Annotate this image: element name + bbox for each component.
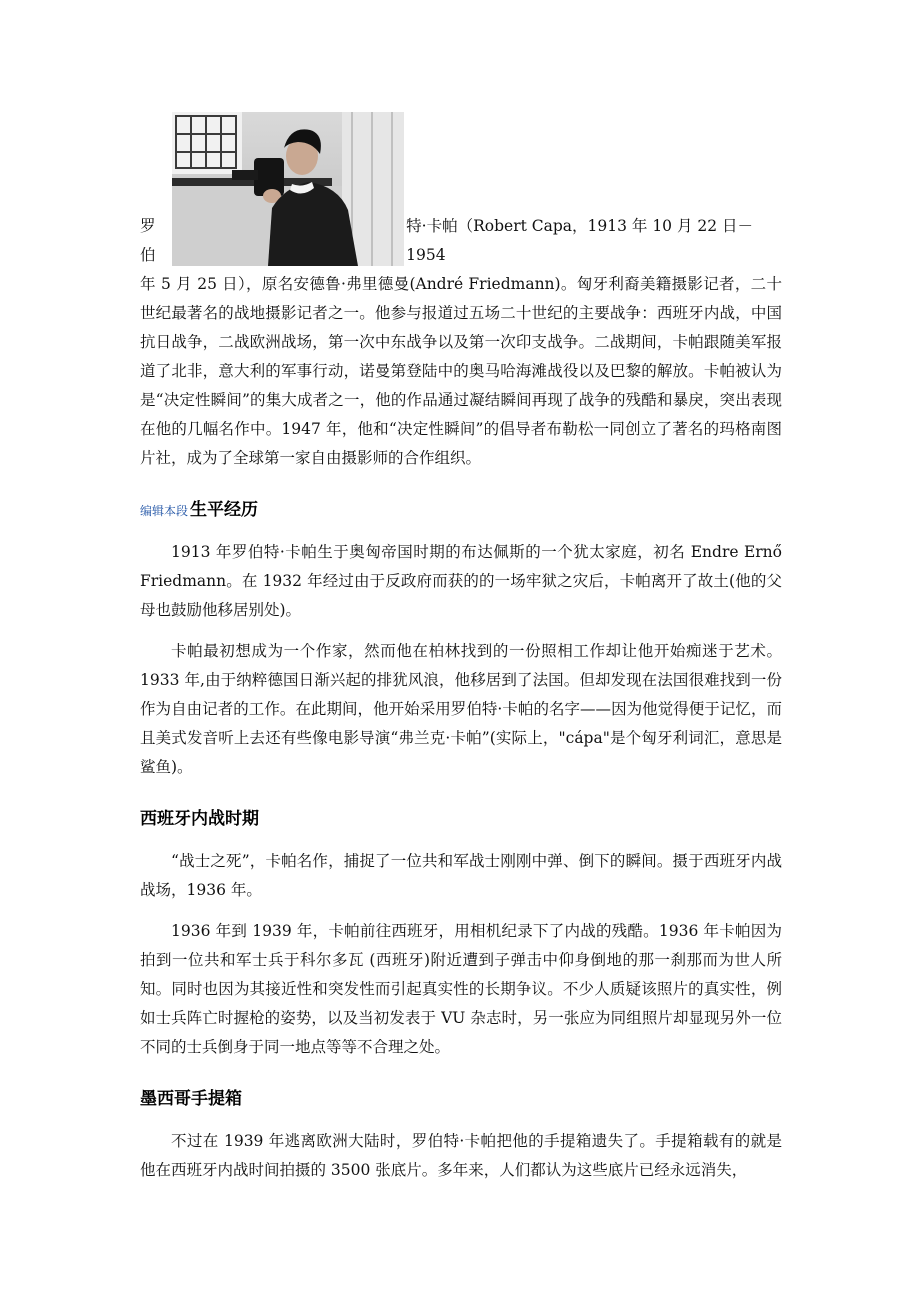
- robert-capa-photo: [172, 112, 404, 266]
- spain-paragraph-1: “战士之死”，卡帕名作，捕捉了一位共和军战士刚刚中弹、倒下的瞬间。摄于西班牙内战战场，1936 年。: [140, 852, 782, 899]
- edit-section-link[interactable]: 编辑本段: [140, 504, 189, 518]
- section-title-mexican-suitcase: 墨西哥手提箱: [140, 1089, 242, 1109]
- section-heading-spanish-civil-war: [140, 804, 782, 829]
- intro-paragraph: 年 5 月 25 日），原名安德鲁·弗里德曼(André Friedmann)。匈牙利裔美籍摄影记者，二十世纪最著名的战地摄影记者之一。他参与报道过五场二十世纪的主要战争：西班牙内战，中国抗日战争，二战欧洲战场，第一次中东战争以及第一次印支战争。二战期间，卡帕跟随美军报道了北非，意大利的军事行动，诺曼第登陆中的奥马哈海滩战役以及巴黎的解放。卡帕被认为是“决定性瞬间”的集大成者之一，他的作品通过凝结瞬间再现了战争的残酷和暴戾，突出表现在他的几幅名作中。1947 年，他和“决定性瞬间”的倡导者布勒松一同创立了著名的玛格南图片社，成为了全球第一家自由摄影师的合作组织。: [140, 275, 782, 467]
- intro-prefix: 罗伯: [140, 217, 156, 264]
- section-title-spanish-civil-war: 西班牙内战时期: [140, 809, 259, 829]
- section-title-life: 生平经历: [190, 500, 259, 520]
- spain-paragraph-2: 1936 年到 1939 年，卡帕前往西班牙，用相机纪录下了内战的残酷。1936 年卡帕因为拍到一位共和军士兵于科尔多瓦 (西班牙)附近遭到子弹击中仰身倒地的那一刹那而为世人所知。同时也因为其接近性和突发性而引起真实性的长期争议。不少人质疑该照片的真实性，例如士兵阵亡时握枪的姿势，以及当初发表于 VU 杂志时，另一张应为同组照片却显现另外一位不同的士兵倒身于同一地点等等不合理之处。: [140, 922, 782, 1056]
- intro-first-line: [140, 112, 782, 270]
- life-paragraph-1: 1913 年罗伯特·卡帕生于奥匈帝国时期的布达佩斯的一个犹太家庭，初名 Endre Ernő Friedmann。在 1932 年经过由于反政府而获的的一场牢狱之灾后，卡帕离开了故土(他的父母也鼓励他移居别处)。: [140, 543, 782, 619]
- suitcase-paragraph-1: 不过在 1939 年逃离欧洲大陆时，罗伯特·卡帕把他的手提箱遗失了。手提箱载有的就是他在西班牙内战时间拍摄的 3500 张底片。多年来，人们都认为这些底片已经永远消失，: [140, 1132, 782, 1179]
- life-paragraph-2: 卡帕最初想成为一个作家，然而他在柏林找到的一份照相工作却让他开始痴迷于艺术。1933 年,由于纳粹德国日渐兴起的排犹风浪，他移居到了法国。但却发现在法国很难找到一份作为自由记者的工作。在此期间，他开始采用罗伯特·卡帕的名字——因为他觉得便于记忆，而且美式发音听上去还有些像电影导演“弗兰克·卡帕”(实际上，"cápa"是个匈牙利词汇，意思是鲨鱼)。: [140, 642, 782, 776]
- section-heading-mexican-suitcase: [140, 1084, 782, 1109]
- document-page: [140, 112, 782, 1185]
- intro-suffix: 特·卡帕（Robert Capa，1913 年 10 月 22 日－1954: [406, 217, 754, 264]
- section-heading-life: [140, 495, 782, 520]
